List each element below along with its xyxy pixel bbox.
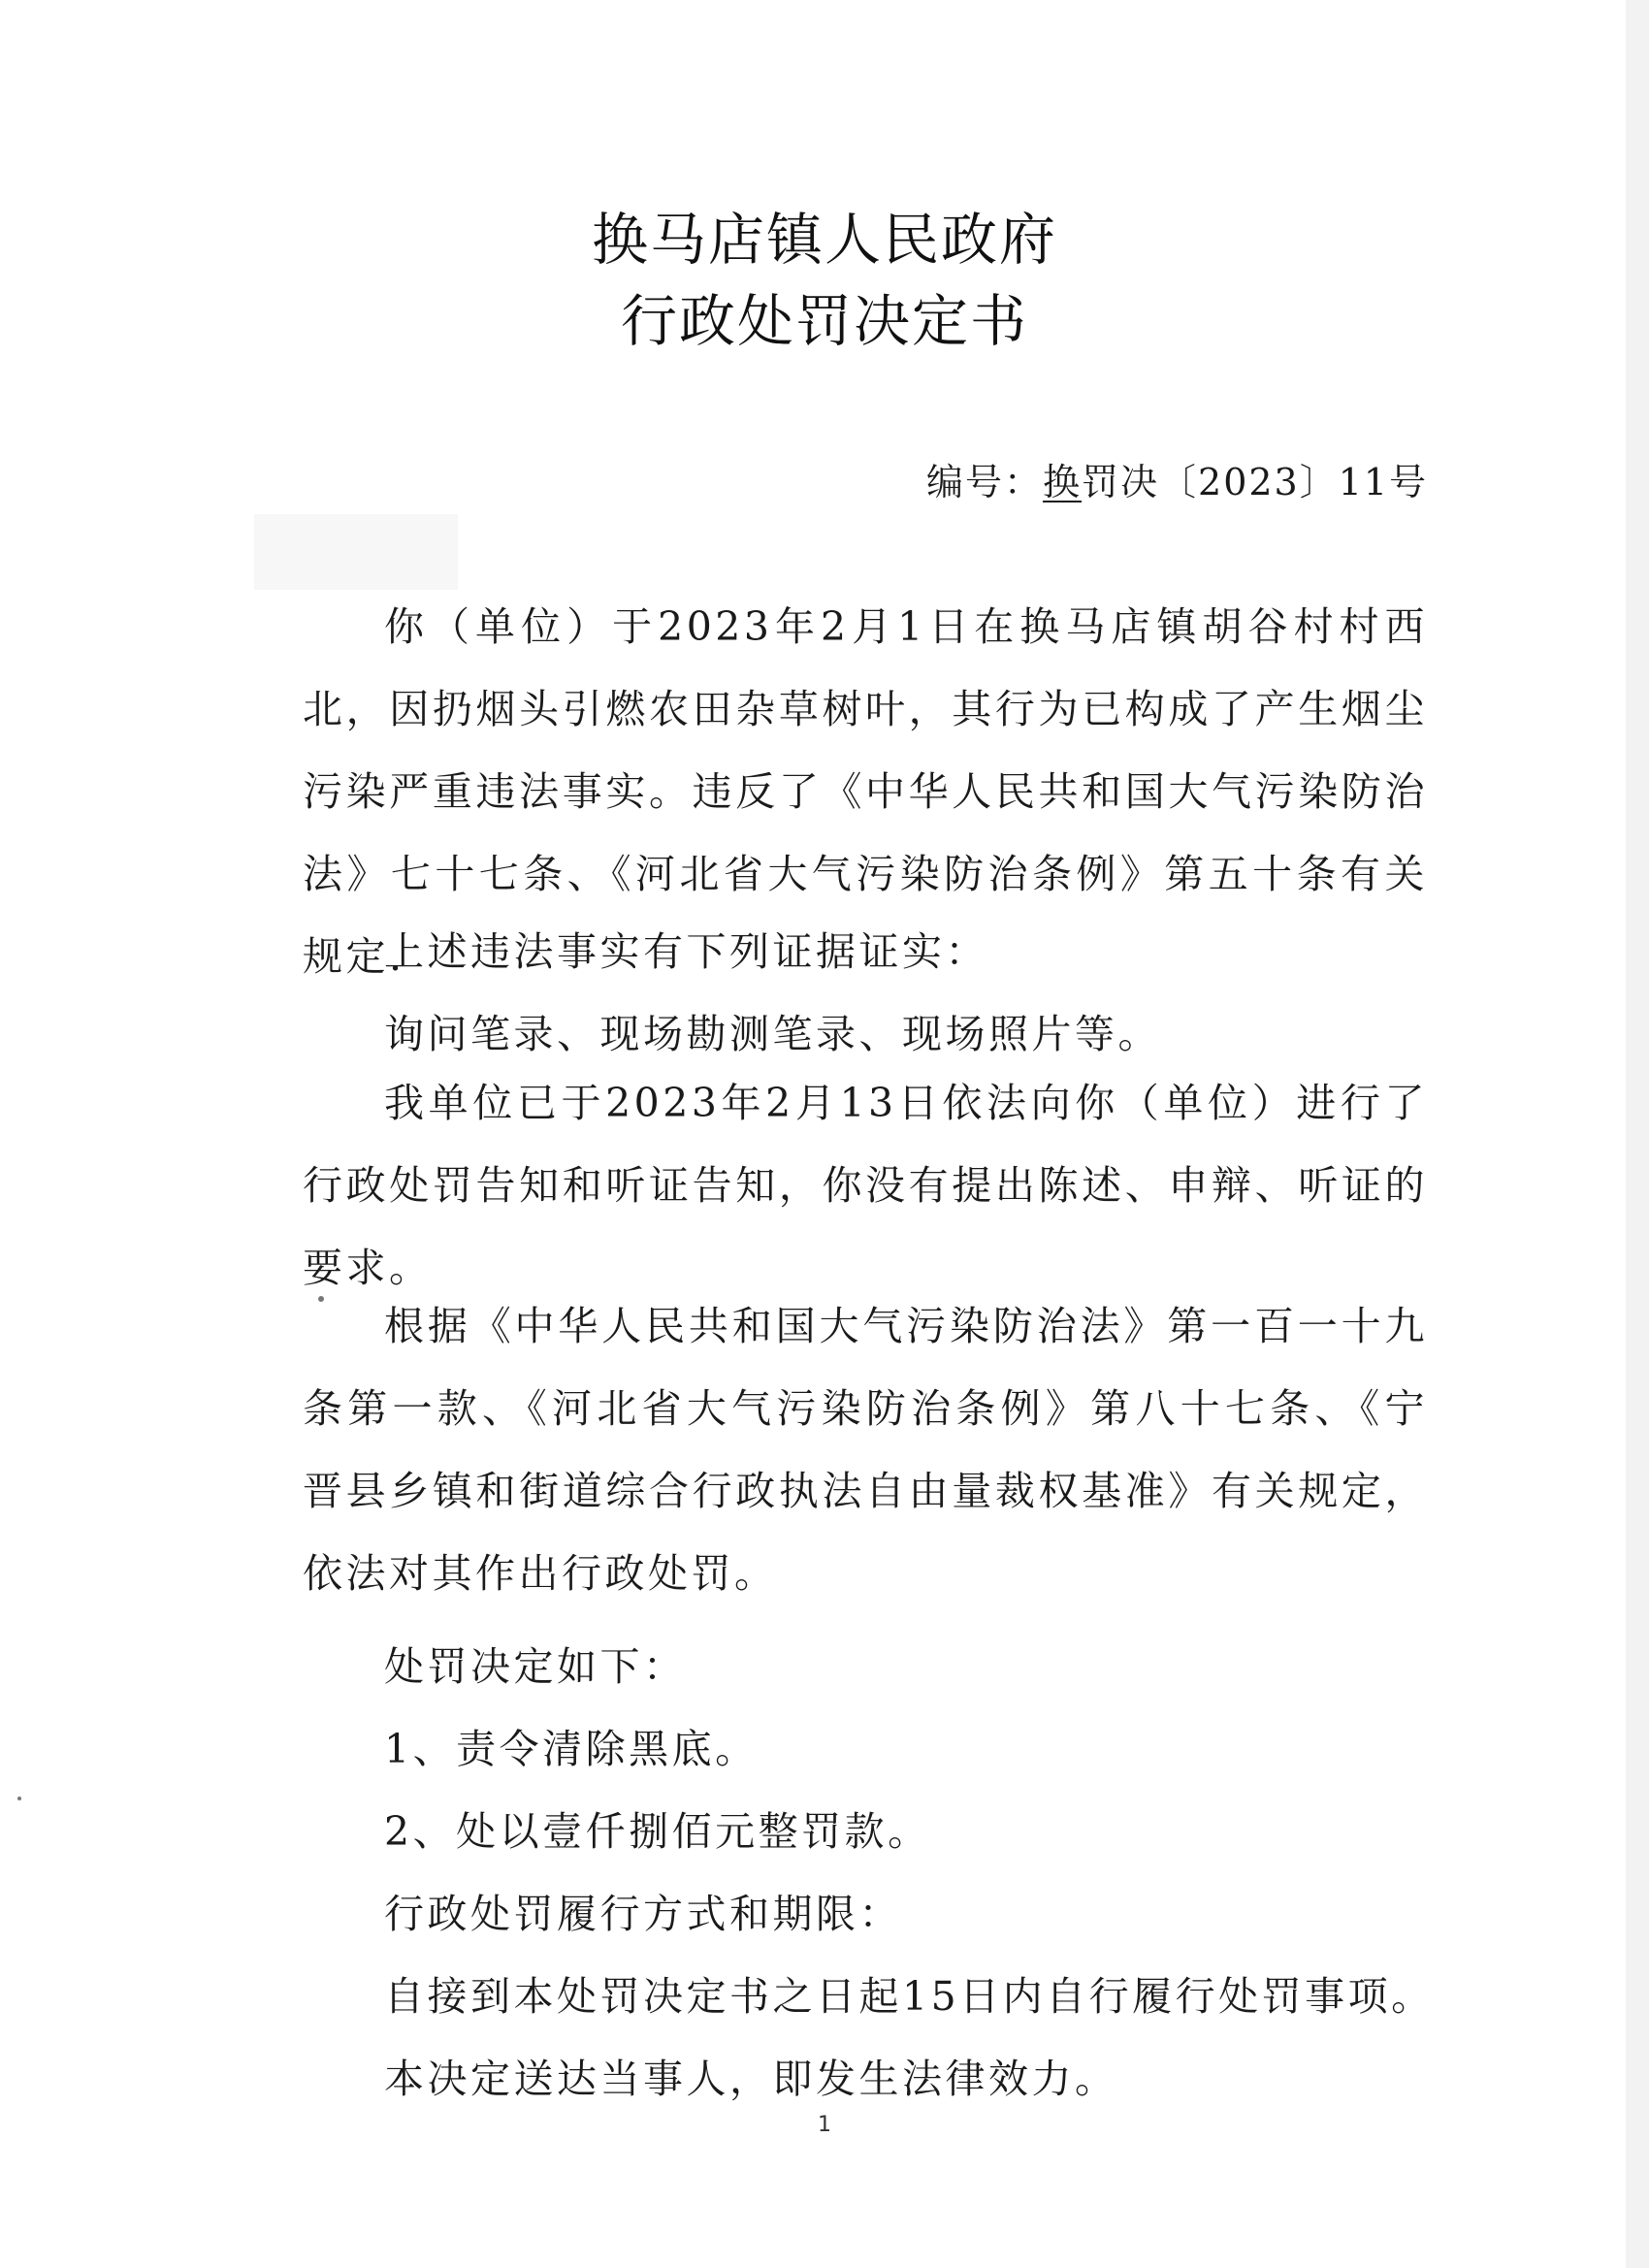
effect-statement: 本决定送达当事人，即发生法律效力。	[384, 2056, 1118, 2102]
scan-speck	[318, 1296, 324, 1302]
document-number-value: 罚决〔2023〕11号	[1082, 461, 1429, 503]
decision-item-2: 2、处以壹仟捌佰元整罚款。	[384, 1808, 931, 1855]
evidence-list: 询问笔录、现场勘测笔录、现场照片等。	[384, 1011, 1161, 1057]
scan-speck	[17, 1797, 21, 1800]
legal-basis-paragraph: 根据《中华人民共和国大气污染防治法》第一百一十九条第一款、《河北省大气污染防治条例》第八十七条、《宁晋县乡镇和街道综合行政执法自由量裁权基准》有关规定，依法对其作出行政处罚。	[303, 1303, 1428, 1597]
document-number-prefix: 换	[1043, 461, 1083, 503]
violation-paragraph: 你（单位）于2023年2月1日在换马店镇胡谷村村西北，因扔烟头引燃农田杂草树叶，其行为已构成了产生烟尘污染严重违法事实。违反了《中华人民共和国大气污染防治法》七十七条、《河北省大气污染防治条例》第五十条有关规定.	[303, 603, 1428, 980]
fulfillment-text: 自接到本处罚决定书之日起15日内自行履行处罚事项。	[384, 1973, 1435, 2020]
issuer-title: 换马店镇人民政府	[591, 207, 1057, 273]
redacted-recipient	[254, 514, 458, 590]
evidence-heading: 上述违法事实有下列证据证实：	[384, 928, 988, 975]
decision-item-1: 1、责令清除黑底。	[384, 1726, 759, 1772]
document-number-label: 编号：	[926, 461, 1044, 503]
document-title: 行政处罚决定书	[620, 288, 1028, 354]
decision-heading: 处罚决定如下：	[384, 1643, 687, 1690]
document-number	[926, 452, 1428, 505]
fulfillment-heading: 行政处罚履行方式和期限：	[384, 1891, 902, 1937]
notice-paragraph: 我单位已于2023年2月13日依法向你（单位）进行了行政处罚告知和听证告知，你没有提出陈述、申辩、听证的要求。	[303, 1080, 1428, 1291]
page-number: 1	[818, 2113, 831, 2137]
